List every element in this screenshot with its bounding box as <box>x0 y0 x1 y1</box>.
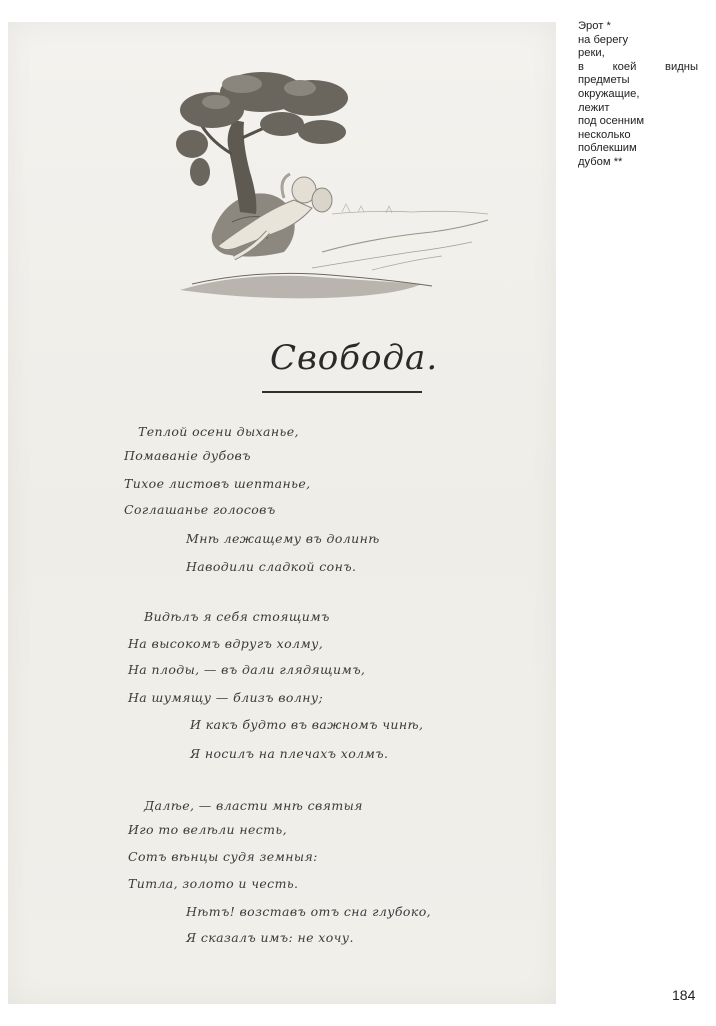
verse-line: Титла, золото и честь. <box>128 876 299 891</box>
verse-line: На высокомъ вдругъ холму, <box>128 636 324 651</box>
verse-line: Тихое листовъ шептанье, <box>124 476 311 491</box>
page-number: 184 <box>672 987 696 1003</box>
caption-line: в коей видны <box>578 60 698 73</box>
verse-line: На шумящу — близъ волну; <box>128 690 324 705</box>
caption-line: лежит <box>578 101 610 114</box>
footnote-marker: ** <box>613 155 623 168</box>
verse-line: И какъ будто въ важномъ чинѣ, <box>190 717 424 732</box>
caption-line: несколько <box>578 128 631 141</box>
verse-line: Теплой осени дыханье, <box>138 424 299 439</box>
verse-line: Иго то велѣли несть, <box>128 822 287 837</box>
verse-line: Помаванiе дубовъ <box>124 448 251 463</box>
footnote-marker: * <box>606 20 611 32</box>
poem-title: Свобода. <box>270 338 439 378</box>
verse-line: Сотъ вѣнцы судя земныя: <box>128 849 318 864</box>
verse-line: Я носилъ на плечахъ холмъ. <box>190 746 389 761</box>
caption-line: на берегу <box>578 33 629 46</box>
verse-line: Видѣлъ я себя стоящимъ <box>144 609 330 624</box>
caption-line: предметы <box>578 74 630 87</box>
verse-line: Соглашанье голосовъ <box>124 502 276 517</box>
caption-line: поблекшим <box>578 142 637 155</box>
verse-line: Я сказалъ имъ: не хочу. <box>186 930 354 945</box>
title-underline <box>262 391 422 393</box>
illustration-caption <box>578 20 698 170</box>
verse-line: Мнѣ лежащему въ долинѣ <box>186 531 380 546</box>
caption-line: под осенним <box>578 115 645 128</box>
caption-line: окружащие, <box>578 87 640 100</box>
eros-oak-vignette <box>172 62 492 302</box>
caption-line: реки, <box>578 47 605 60</box>
verse-line: Далѣе, — власти мнѣ святыя <box>144 798 363 813</box>
verse-line: На плоды, — въ дали глядящимъ, <box>128 662 366 677</box>
caption-line: дубом ** <box>578 155 623 168</box>
verse-line: Нѣтъ! возставъ отъ сна глубоко, <box>186 904 432 919</box>
verse-line: Наводили сладкой сонъ. <box>186 559 357 574</box>
caption-line: Эрот * <box>578 20 611 32</box>
